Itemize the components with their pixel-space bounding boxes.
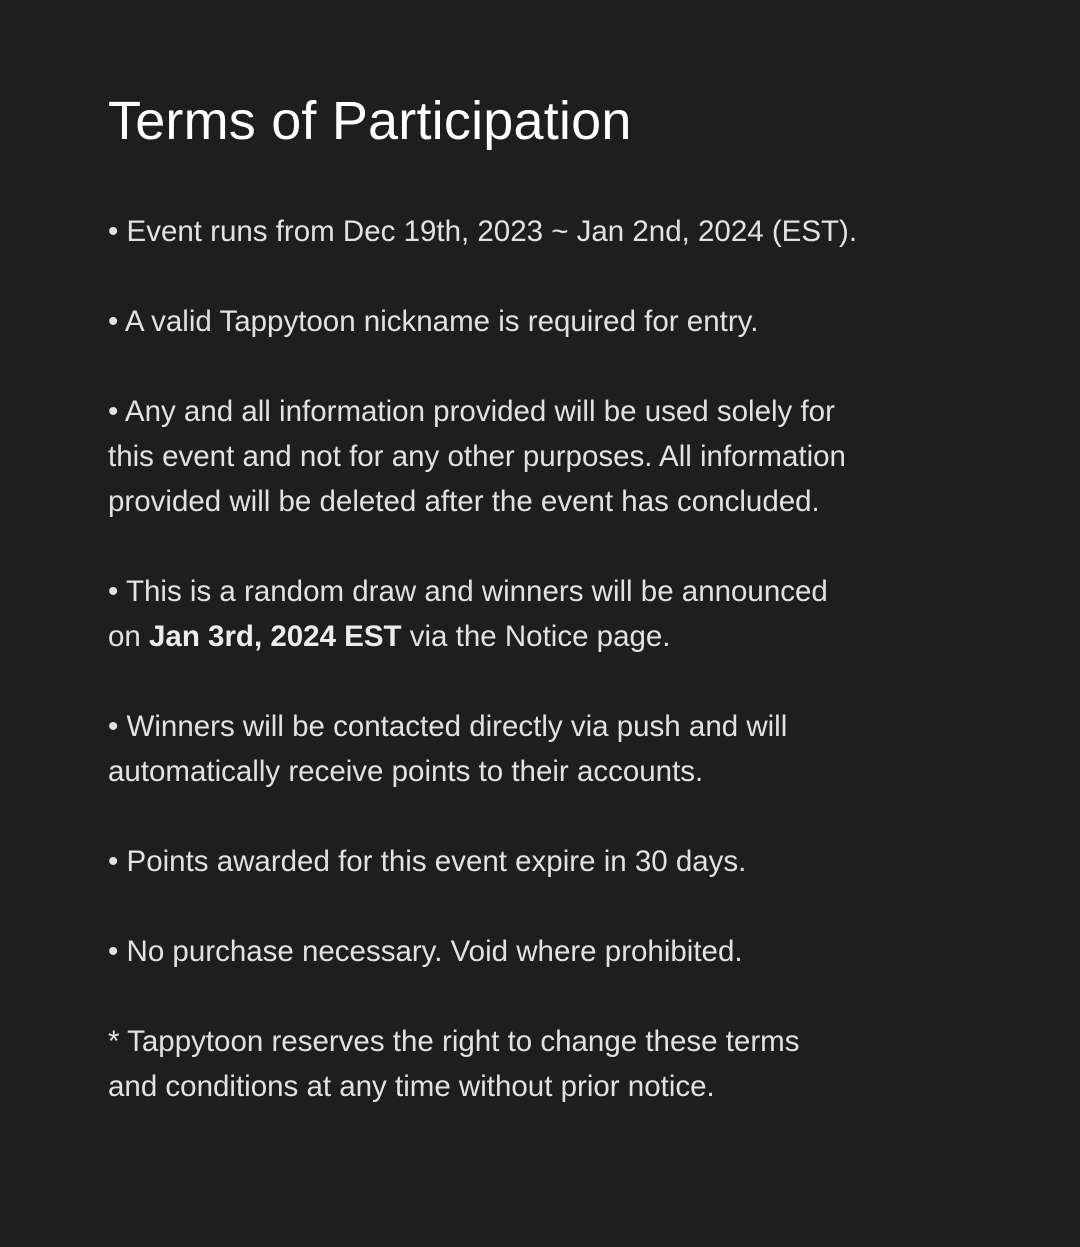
term-no-purchase bbox=[108, 929, 1008, 974]
term-text: via the Notice page. bbox=[401, 620, 671, 653]
term-winners-contact bbox=[108, 704, 1008, 794]
term-line: • Any and all information provided will be used solely for bbox=[108, 395, 835, 428]
term-event-dates bbox=[108, 209, 1008, 254]
term-line: * Tappytoon reserves the right to change these terms bbox=[108, 1025, 800, 1058]
term-line: automatically receive points to their accounts. bbox=[108, 755, 704, 788]
term-line: • This is a random draw and winners will be announced bbox=[108, 575, 828, 608]
term-line: • Winners will be contacted directly via push and will bbox=[108, 710, 788, 743]
term-line bbox=[108, 614, 1008, 659]
page-title: Terms of Participation bbox=[108, 91, 632, 151]
term-reservation-note bbox=[108, 1019, 1008, 1109]
announcement-date: Jan 3rd, 2024 EST bbox=[149, 620, 402, 653]
term-line: provided will be deleted after the event has concluded. bbox=[108, 485, 820, 518]
terms-document bbox=[108, 88, 1008, 1154]
term-privacy bbox=[108, 389, 1008, 524]
term-line: • Points awarded for this event expire in 30 days. bbox=[108, 845, 747, 878]
term-line: this event and not for any other purposes. All information bbox=[108, 440, 846, 473]
term-line: • Event runs from Dec 19th, 2023 ~ Jan 2nd, 2024 (EST). bbox=[108, 215, 858, 248]
term-nickname bbox=[108, 299, 1008, 344]
terms-list bbox=[108, 209, 1008, 1109]
term-line: • A valid Tappytoon nickname is required for entry. bbox=[108, 305, 759, 338]
term-points-expiry bbox=[108, 839, 1008, 884]
term-text: on bbox=[108, 620, 150, 653]
term-line: • No purchase necessary. Void where prohibited. bbox=[108, 935, 743, 968]
term-line: and conditions at any time without prior notice. bbox=[108, 1070, 715, 1103]
term-random-draw bbox=[108, 569, 1008, 659]
